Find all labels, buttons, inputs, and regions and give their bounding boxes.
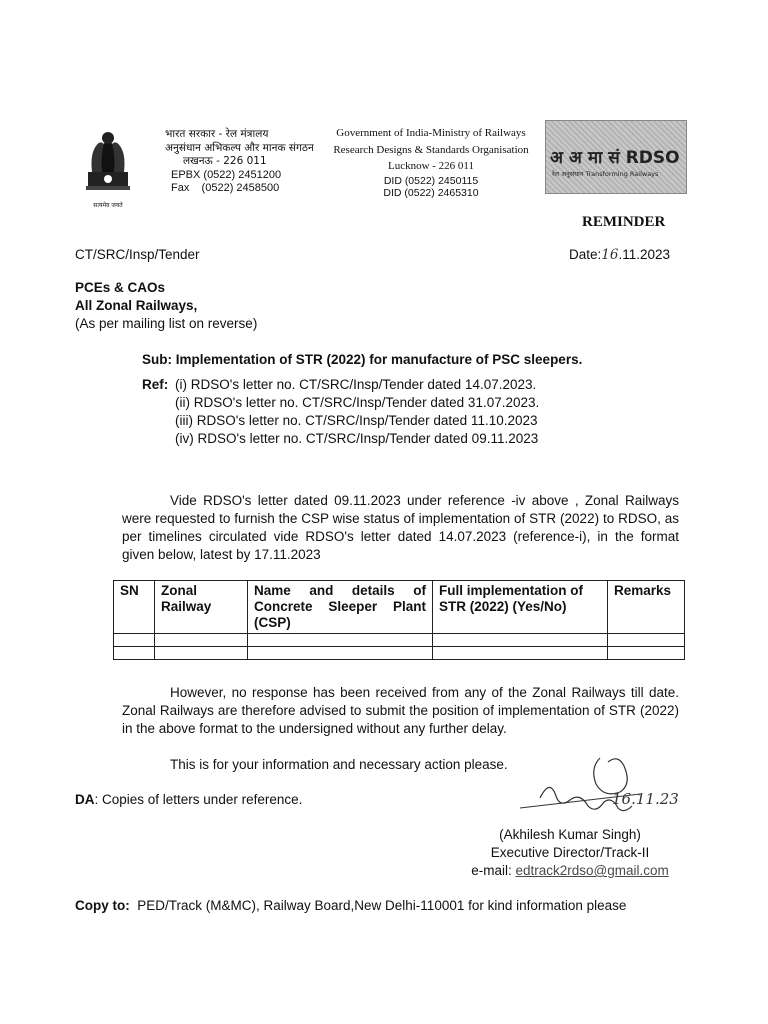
reference-item: (iii) RDSO's letter no. CT/SRC/Insp/Tender dated 11.10.2023 <box>175 413 538 428</box>
epbx-number: EPBX (0522) 2451200 <box>171 168 282 181</box>
col-remarks: Remarks <box>608 581 685 634</box>
references-block <box>142 376 539 448</box>
letter-date <box>569 246 670 264</box>
fax-number: Fax (0522) 2458500 <box>171 182 280 194</box>
logo-tagline: रेल अनुसंधान Transforming Railways <box>552 170 659 178</box>
english-header-block <box>322 125 540 199</box>
date-rest: .11.2023 <box>618 247 671 262</box>
addressee-line-3: (As per mailing list on reverse) <box>75 316 258 331</box>
paragraph-2 <box>122 684 679 738</box>
reference-item: (i) RDSO's letter no. CT/SRC/Insp/Tender dated 14.07.2023. <box>175 377 537 392</box>
email-label: e-mail: <box>471 863 516 878</box>
col-csp: Name and details of Concrete Sleeper Plant (CSP) <box>248 581 433 634</box>
signatory-name: (Akhilesh Kumar Singh) <box>499 827 641 842</box>
signature-date-handwritten: 16.11.23 <box>612 790 679 808</box>
addressee-line-2: All Zonal Railways, <box>75 298 198 313</box>
national-emblem <box>82 124 134 209</box>
references-label: Ref: <box>142 377 169 392</box>
signature-scribble-icon <box>500 748 740 828</box>
paragraph-3: This is for your information and necessary action please. <box>170 757 508 772</box>
date-day-handwritten: 16 <box>601 247 619 263</box>
table-row <box>114 634 685 647</box>
table-row <box>114 647 685 660</box>
letter-reference-number: CT/SRC/Insp/Tender <box>75 247 200 262</box>
reference-item: (ii) RDSO's letter no. CT/SRC/Insp/Tender dated 31.07.2023. <box>175 395 540 410</box>
date-label: Date: <box>569 247 602 262</box>
addressee-block <box>75 279 257 333</box>
hindi-line-2: अनुसंधान अभिकल्प और मानक संगठन <box>165 141 314 154</box>
hindi-header-block <box>165 128 325 196</box>
copy-to-line <box>75 897 626 915</box>
did-number-1: DID (0522) 2450115 <box>383 174 479 187</box>
col-sn: SN <box>114 581 155 634</box>
signatory-email-line <box>470 862 670 880</box>
copy-to-label: Copy to: <box>75 898 130 913</box>
org-line-3: Lucknow - 226 011 <box>387 160 475 172</box>
email-link[interactable]: edtrack2rdso@gmail.com <box>515 863 669 878</box>
hindi-line-3: लखनऊ - 226 011 <box>183 155 267 167</box>
did-number-2: DID (0522) 2465310 <box>383 186 479 199</box>
col-zonal-railway: Zonal Railway <box>155 581 248 634</box>
signatory-designation: Executive Director/Track-II <box>490 845 650 860</box>
da-label: DA <box>75 792 95 807</box>
signature <box>500 748 740 828</box>
addressee-line-1: PCEs & CAOs <box>75 280 166 295</box>
logo-text: अ अ मा सं RDSO <box>550 148 680 168</box>
signatory-block <box>470 826 670 880</box>
paragraph-1-text: Vide RDSO's letter dated 09.11.2023 under reference -iv above , Zonal Railways were requested to furnish the CSP wise status of implementation of STR (2022) to RDSO, as per timelines circulated vide RDSO's letter dated 14.07.2023 (reference-i), in the format given below, latest by 17.11.2023 <box>122 493 679 562</box>
status-table <box>113 580 685 660</box>
status-table-header <box>114 581 685 634</box>
reference-item: (iv) RDSO's letter no. CT/SRC/Insp/Tender dated 09.11.2023 <box>175 431 539 446</box>
org-line-2: Research Designs & Standards Organisation <box>333 143 529 156</box>
copy-to-text: PED/Track (M&MC), Railway Board,New Delhi-110001 for kind information please <box>129 898 627 913</box>
reminder-label: REMINDER <box>582 214 666 230</box>
paragraph-2-text: However, no response has been received from any of the Zonal Railways till date. Zonal Railways are therefore advised to submit the position of implementation of STR (2022) in the above format to the undersigned without any further delay. <box>122 685 679 736</box>
da-line <box>75 791 302 809</box>
subject-line: Sub: Implementation of STR (2022) for manufacture of PSC sleepers. <box>142 352 583 367</box>
col-full-implementation: Full implementation of STR (2022) (Yes/No) <box>433 581 608 634</box>
emblem-motto: सत्यमेव जयते <box>93 202 123 209</box>
paragraph-1 <box>122 492 679 564</box>
rdso-logo <box>545 120 687 194</box>
hindi-line-1: भारत सरकार - रेल मंत्रालय <box>165 128 269 140</box>
da-text: : Copies of letters under reference. <box>94 792 303 807</box>
org-line-1: Government of India-Ministry of Railways <box>336 127 526 139</box>
